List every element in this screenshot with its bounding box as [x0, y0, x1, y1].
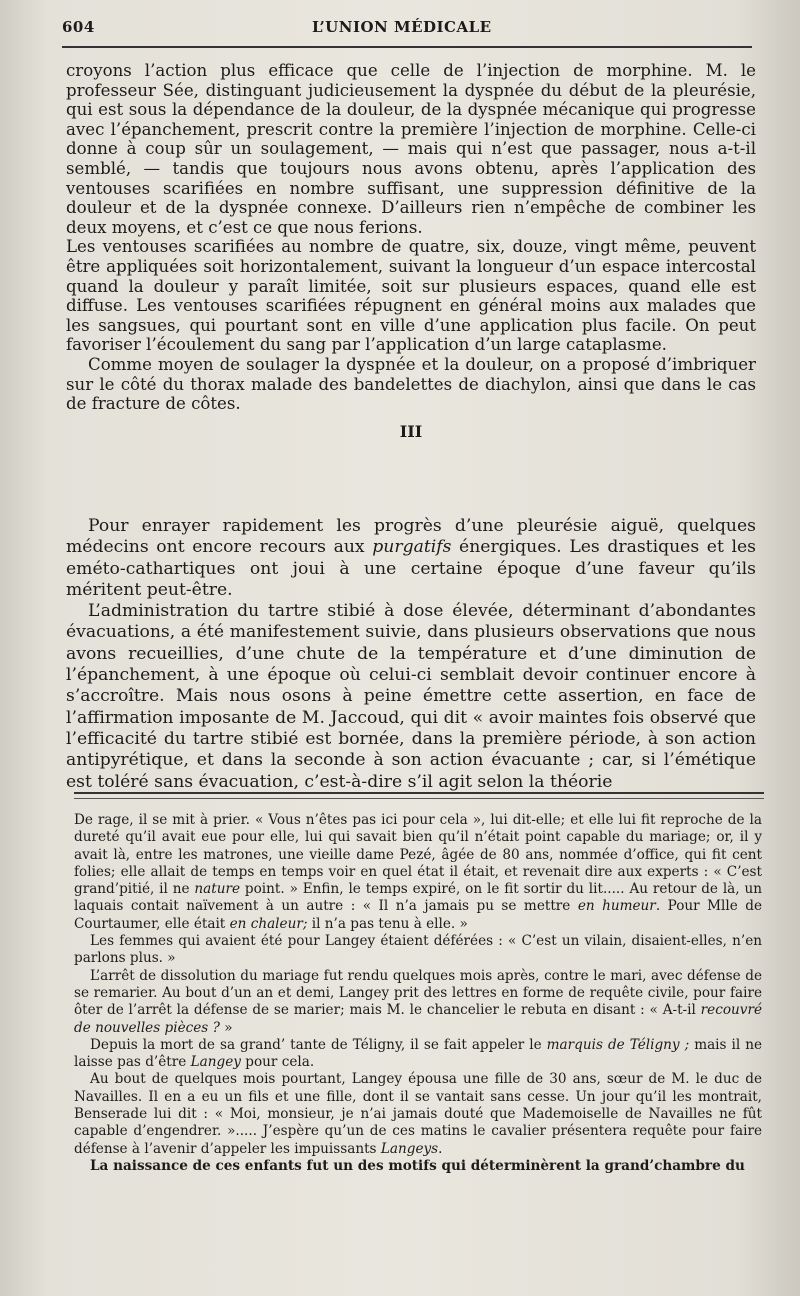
paragraph: croyons l’action plus efficace que celle de l’injection de morphine. M. le professeur Sée, distinguant judicieusement la dyspnée du début de la pleurésie, qui est sous la dépendance de la douleur, de la dyspnée mécanique qui progresse avec l’épanchement, prescrit contre la première l’injection de morphine. Celle-ci donne à coup sûr un soulagement, — mais qui n’est que passager, nous a-t-il semblé, — tandis que toujours nous avons obtenu, après l’application des ventouses scarifiées en nombre suffisant, une suppression définitive de la douleur et de la dyspnée connexe. D’ailleurs rien n’empêche de combiner les deux moyens, et c’est ce que nous ferions.	[66, 61, 756, 237]
paragraph: Comme moyen de soulager la dyspnée et la douleur, on a proposé d’imbriquer sur le côté du thorax malade des bandelettes de diachylon, ainsi que dans le cas de fracture de côtes.	[66, 354, 756, 414]
footnote-paragraph: Les femmes qui avaient été pour Langey étaient déférées : « C’est un vilain, disaient-elles, n’en parlons plus. »	[74, 933, 762, 967]
footnote-paragraph: Depuis la mort de sa grand’ tante de Téligny, il se fait appeler le marquis de Téligny ; mais il ne laisse pas d’être Langey pour cela.	[74, 1036, 763, 1071]
main-text-upper	[66, 61, 756, 447]
footnote-paragraph: De rage, il se mit à prier. « Vous n’êtes pas ici pour cela », lui dit-elle; et elle lui fit reproche de la dureté qu’il avait eue pour elle, lui qui savait bien qu’il n’était point capable du mariage; or, il y avait là, entre les matrones, une vieille dame Pezé, âgée de 80 ans, nommée d’office, qui fit cent folies; elle allait de temps en temps voir en quel état il était, et revenait dire aux experts : « C’est grand’pitié, il ne nature point. » Enfin, le temps expiré, on le fit sortir du lit..... Au retour de là, un laquais contait naïvement à un autre : « Il n’a jamais pu se mettre en humeur. Pour Mlle de Courtaumer, elle était en chaleur; il n’a pas tenu à elle. »	[74, 812, 763, 932]
paragraph: L’administration du tartre stibié à dose élevée, déterminant d’abondantes évacuations, a été manifestement suivie, dans plusieurs observations que nous avons recueillies, d’une chute de la température et d’une diminution de l’épanchement, à une époque où celui-ci semblait devoir continuer encore à s’accroître. Mais nous osons à peine émettre cette assertion, en face de l’affirmation imposante de M. Jaccoud, qui dit « avoir maintes fois observé que l’efficacité du tartre stibié est bornée, dans la première période, à son action antipyrétique, et dans la seconde à son action évacuante ; car, si l’émétique est toléré sans évacuation, c’est-à-dire s’il agit selon la théorie	[66, 601, 756, 792]
footnote-rule	[74, 792, 764, 794]
footnote-paragraph: Au bout de quelques mois pourtant, Langey épousa une fille de 30 ans, sœur de M. le duc de Navailles. Il en a eu un fils et une fille, dont il se vantait sans cesse. Un jour qu’il les montrait, Benserade lui dit : « Moi, monsieur, je n’ai jamais douté que Mademoiselle de Navailles ne fût capable d’engendrer. »..... J’espère qu’un de ces matins le cavalier présentera requête pour faire défense à l’avenir d’appeler les impuissants Langeys.	[74, 1071, 762, 1157]
page-number: 604	[62, 18, 95, 36]
footnote-rule-thin	[74, 798, 764, 799]
paragraph: Les ventouses scarifiées au nombre de quatre, six, douze, vingt même, peuvent être appliquées soit horizontalement, suivant la longueur d’un espace intercostal quand la douleur y paraît limitée, soit sur plusieurs espaces, quand elle est diffuse. Les ventouses scarifiées répugnent en général moins aux malades que les sangsues, qui pourtant sont en ville d’une application plus facile. On peut favoriser l’écoulement du sang par l’application d’un large cataplasme.	[66, 237, 756, 355]
section-heading: III	[399, 421, 423, 441]
paragraph: Pour enrayer rapidement les progrès d’une pleurésie aiguë, quelques médecins ont encore recours aux purgatifs énergiques. Les drastiques et les eméto-cathartiques ont joui à une certaine époque d’une faveur qu’ils méritent peut-être.	[66, 516, 756, 600]
emphasis: purgatifs	[372, 537, 452, 558]
main-text-lower	[66, 516, 756, 793]
page-header	[62, 18, 752, 44]
footnotes	[74, 812, 762, 1175]
header-rule	[62, 46, 752, 48]
running-title: L’UNION MÉDICALE	[312, 18, 492, 36]
footnote-paragraph: La naissance de ces enfants fut un des motifs qui déterminèrent la grand’chambre du	[90, 1157, 745, 1174]
footnote-paragraph: L’arrêt de dissolution du mariage fut rendu quelques mois après, contre le mari, avec défense de se remarier. Au bout d’un an et demi, Langey prit des lettres en forme de requête civile, pour faire ôter de l’arrêt la défense de se marier; mais M. le chancelier le rebuta en disant : « A-t-il recouvré de nouvelles pièces ? »	[74, 967, 762, 1036]
